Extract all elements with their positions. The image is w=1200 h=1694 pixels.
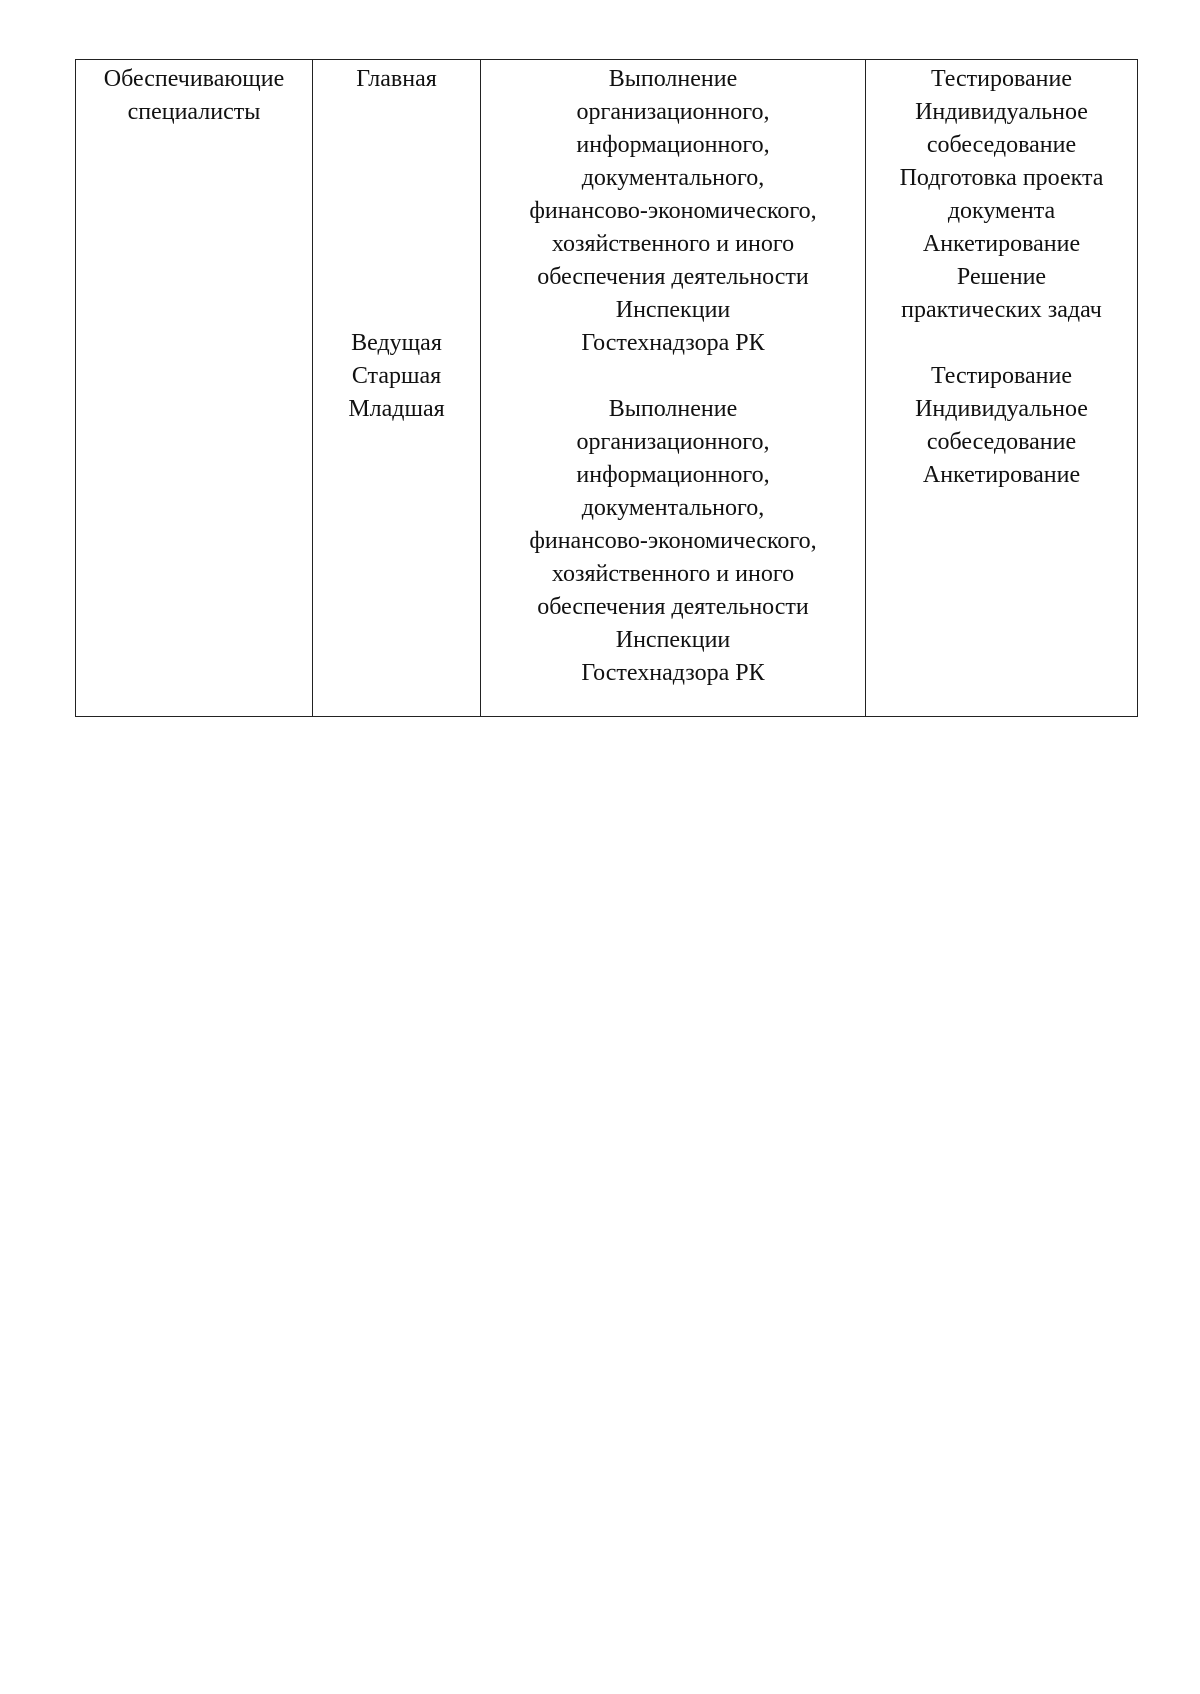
method-line: Тестирование: [931, 66, 1072, 92]
function-line: хозяйственного и иного: [551, 231, 795, 257]
function-line: информационного,: [576, 132, 770, 158]
method-line: собеседование: [926, 132, 1077, 158]
function-line: Выполнение: [608, 66, 738, 92]
table-row: [76, 60, 1138, 717]
category-line: Обеспечивающие: [103, 66, 285, 92]
category-cell: [76, 60, 313, 717]
method-line: практических задач: [901, 297, 1102, 323]
grade-primary: Главная: [356, 66, 437, 92]
function-line: обеспечения деятельности: [537, 594, 809, 620]
method-line: Индивидуальное: [915, 396, 1088, 422]
method-line: собеседование: [926, 429, 1077, 455]
grade-other-block: [317, 327, 476, 426]
function-line: Гостехнадзора РК: [581, 330, 765, 356]
function-line: финансово-экономического,: [529, 528, 817, 554]
methods-cell: [866, 60, 1138, 717]
methods-primary-block: [870, 63, 1133, 327]
function-cell: [481, 60, 866, 717]
qualification-table: [75, 59, 1138, 717]
function-line: Гостехнадзора РК: [581, 660, 765, 686]
method-line: Подготовка проекта: [899, 165, 1104, 191]
methods-other-block: [870, 360, 1133, 492]
function-other-block: [485, 393, 861, 690]
method-line: Анкетирование: [922, 462, 1081, 488]
function-line: информационного,: [576, 462, 770, 488]
function-line: организационного,: [576, 99, 770, 125]
grade-cell: [313, 60, 481, 717]
method-line: Индивидуальное: [915, 99, 1088, 125]
function-line: Инспекции: [615, 297, 731, 323]
grade-line: Старшая: [351, 363, 442, 389]
function-line: хозяйственного и иного: [551, 561, 795, 587]
grade-line: Младшая: [348, 396, 445, 422]
grade-primary-block: [317, 63, 476, 96]
method-line: Тестирование: [931, 363, 1072, 389]
function-line: Выполнение: [608, 396, 738, 422]
category-line: специалисты: [127, 99, 261, 125]
function-primary-block: [485, 63, 861, 360]
function-line: организационного,: [576, 429, 770, 455]
method-line: Решение: [956, 264, 1047, 290]
method-line: документа: [947, 198, 1056, 224]
method-line: Анкетирование: [922, 231, 1081, 257]
function-line: обеспечения деятельности: [537, 264, 809, 290]
function-line: финансово-экономического,: [529, 198, 817, 224]
function-line: документального,: [581, 165, 765, 191]
grade-line: Ведущая: [351, 330, 442, 356]
function-line: Инспекции: [615, 627, 731, 653]
function-line: документального,: [581, 495, 765, 521]
